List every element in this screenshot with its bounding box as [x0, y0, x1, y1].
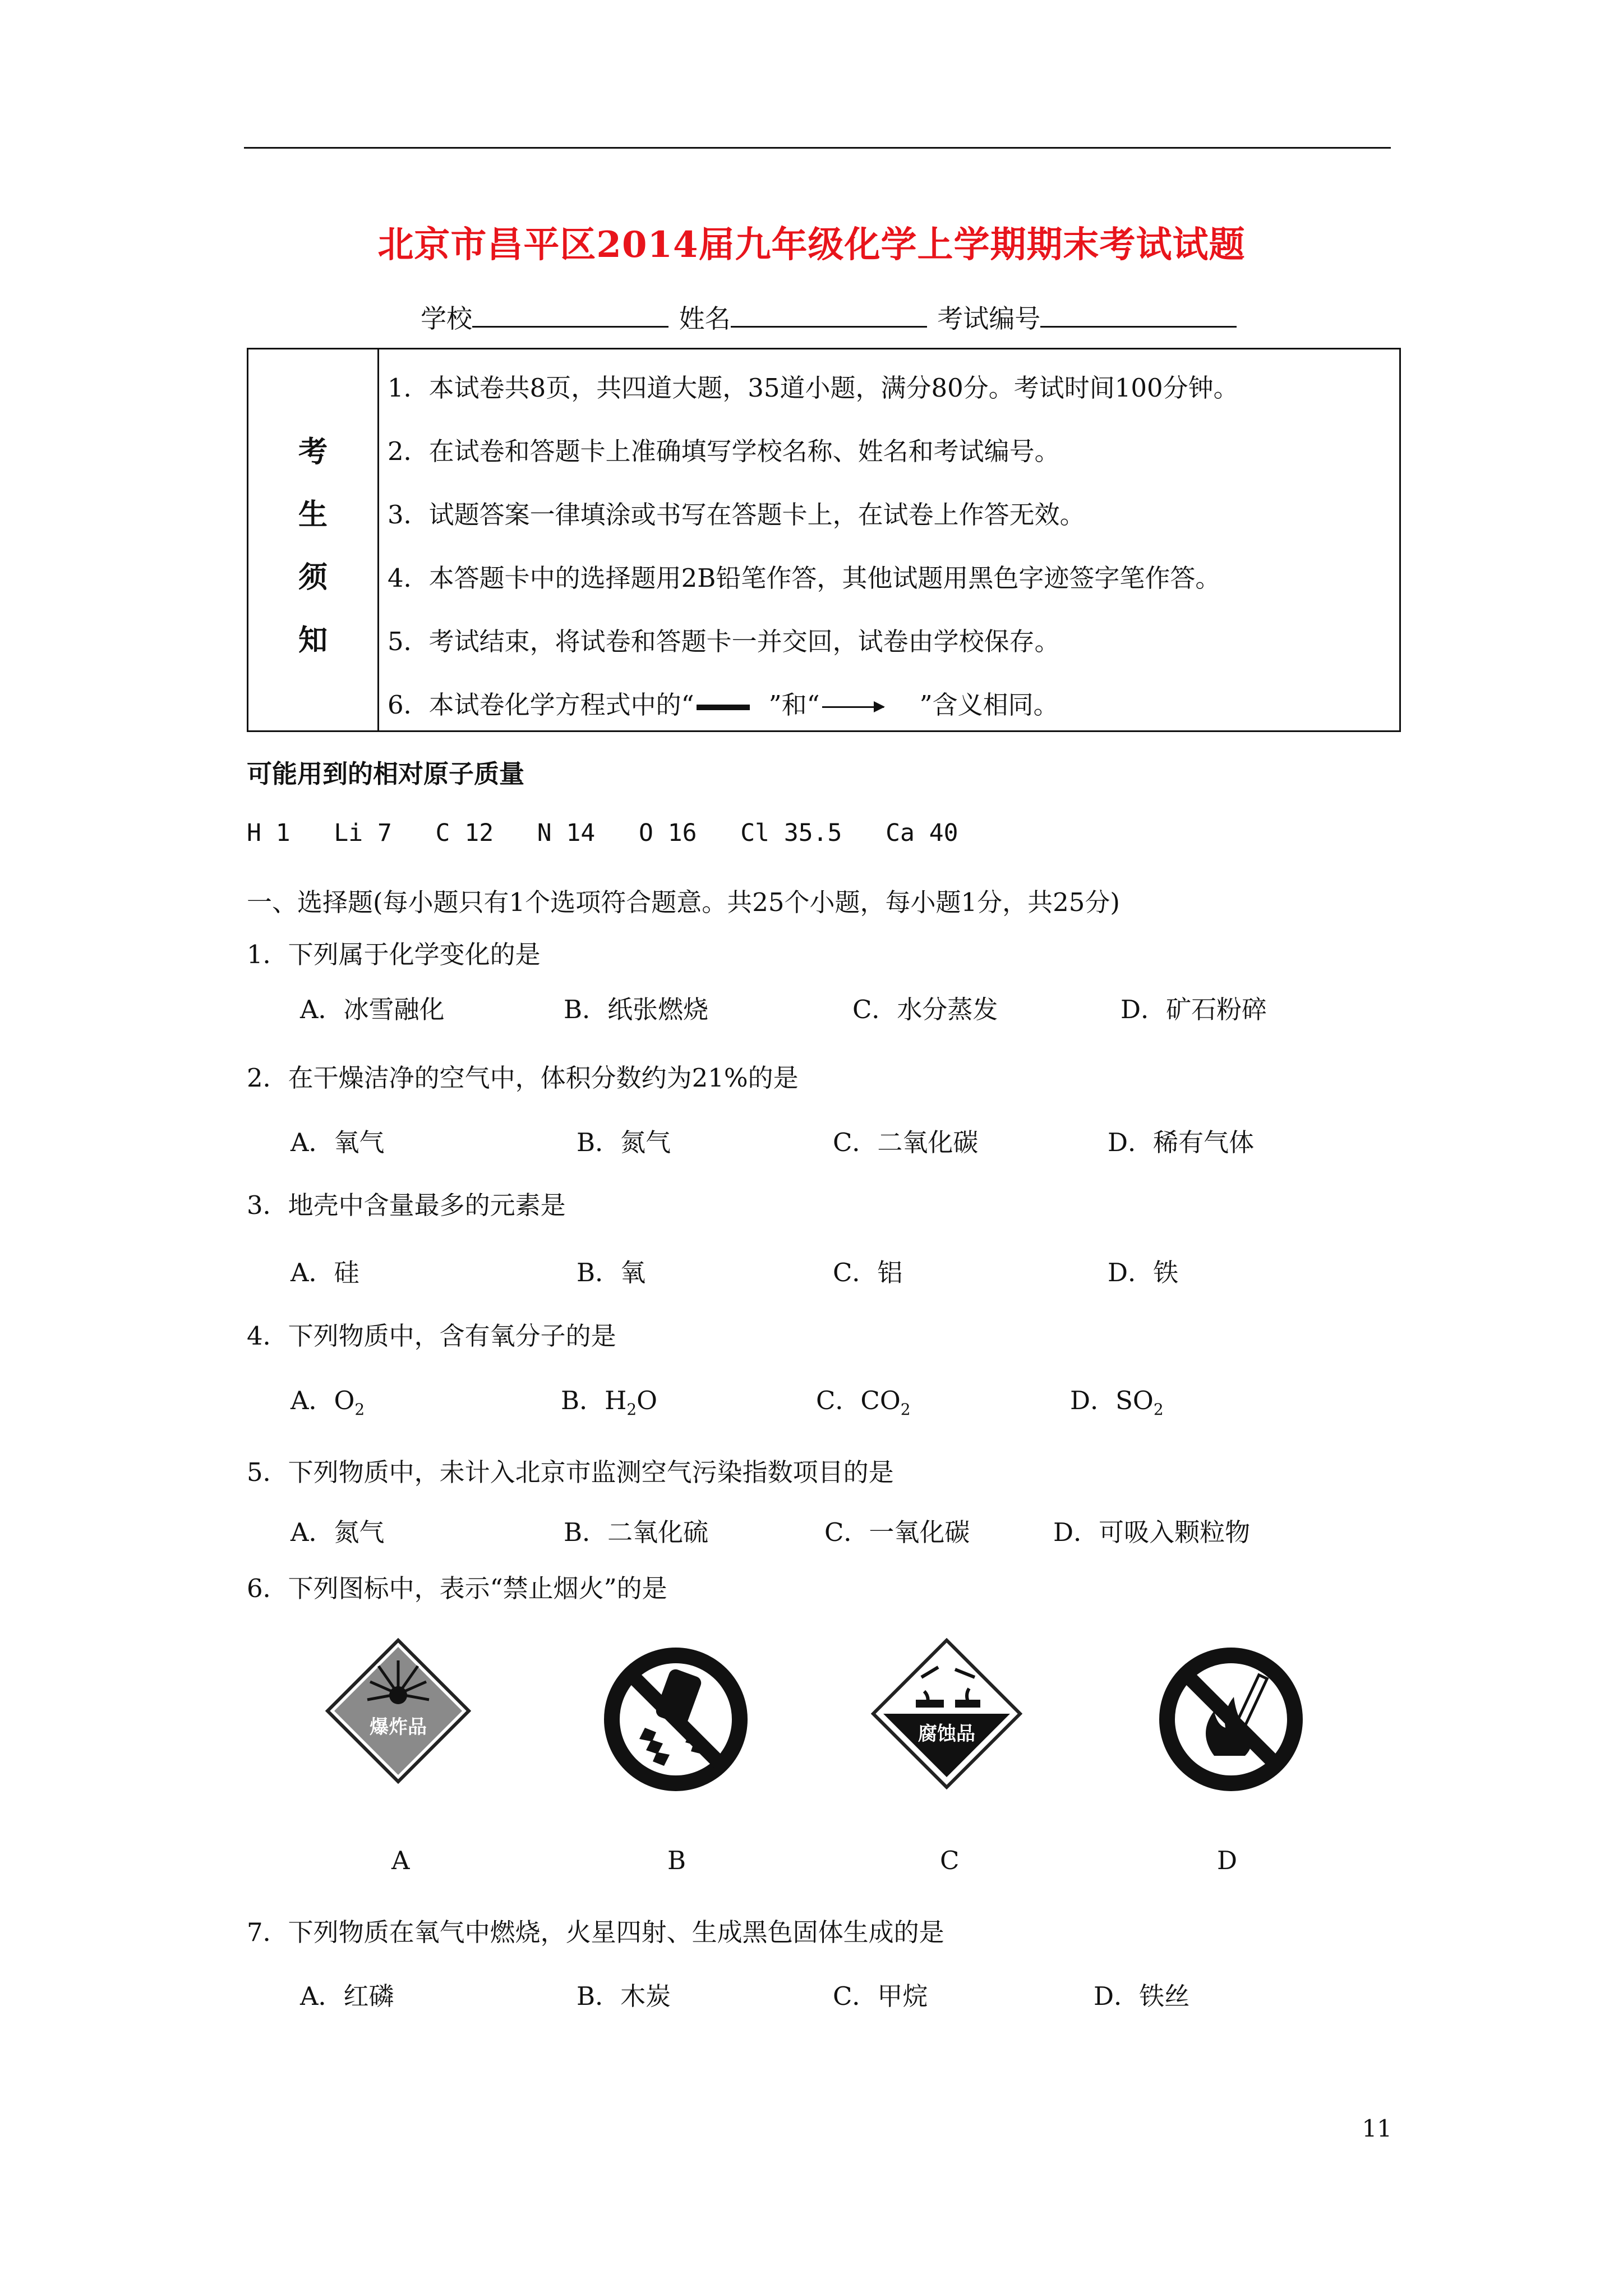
option: B．$H_2O$	[561, 1386, 658, 1419]
student-fields	[421, 298, 1239, 335]
option: A．硅	[291, 1258, 359, 1287]
exam-notice-box	[247, 348, 1401, 732]
option: C．甲烷	[833, 1981, 928, 2011]
notice-item: 2．在试卷和答题卡上准确填写学校名称、姓名和考试编号。	[388, 436, 1060, 466]
notice-item: 1．本试卷共8页，共四道大题，35道小题，满分80分。考试时间100分钟。	[388, 373, 1239, 403]
option: B．纸张燃烧	[564, 995, 709, 1024]
sign-label: B	[667, 1846, 686, 1875]
sign-label: A	[391, 1846, 410, 1875]
question-stem: 1．下列属于化学变化的是	[247, 940, 541, 969]
side-char: 知	[298, 623, 328, 657]
reaction-arrow-icon	[822, 706, 884, 708]
option: A．红磷	[300, 1981, 394, 2011]
notice-item: 5．考试结束，将试卷和答题卡一并交回，试卷由学校保存。	[388, 627, 1060, 656]
option: C．二氧化碳	[833, 1128, 979, 1157]
page-number: 11	[1362, 2115, 1392, 2142]
question-stem: 6．下列图标中，表示“禁止烟火”的是	[247, 1573, 667, 1603]
explosive-sign-icon	[325, 1638, 471, 1784]
question-stem: 5．下列物质中，未计入北京市监测空气污染指数项目的是	[247, 1457, 894, 1487]
atomic-mass-heading: 可能用到的相对原子质量	[247, 759, 525, 789]
option: B．氮气	[577, 1128, 671, 1157]
option: D．稀有气体	[1108, 1128, 1255, 1157]
notice-side-label	[248, 349, 379, 730]
equals-sign-icon	[697, 705, 750, 710]
side-char: 生	[298, 498, 328, 532]
option: B．氧	[577, 1258, 646, 1287]
school-blank[interactable]	[472, 303, 668, 328]
option: D．铁丝	[1094, 1981, 1190, 2011]
notice-item: 4．本答题卡中的选择题用2B铅笔作答，其他试题用黑色字迹签字笔作答。	[388, 563, 1221, 593]
option: B．木炭	[577, 1981, 671, 2011]
corrosive-sign-text: 腐蚀品	[918, 1723, 975, 1745]
notice-item-6: 6．本试卷化学方程式中的“ ”和“ ”含义相同。	[388, 690, 1059, 720]
exam-no-label: 考试编号	[937, 303, 1041, 334]
name-blank[interactable]	[731, 303, 927, 328]
option: C．铝	[833, 1258, 903, 1287]
question-stem: 2．在干燥洁净的空气中，体积分数约为21%的是	[247, 1063, 799, 1093]
page-title: 北京市昌平区2014届九年级化学上学期期末考试试题	[377, 224, 1246, 266]
school-label: 学校	[421, 303, 472, 334]
no-fire-sign-icon	[1155, 1644, 1307, 1795]
option: A．$O_2$	[291, 1386, 365, 1419]
name-label: 姓名	[679, 303, 731, 334]
top-rule	[244, 147, 1391, 149]
option: B．二氧化硫	[564, 1517, 709, 1547]
side-char: 考	[298, 435, 328, 469]
option: A．冰雪融化	[300, 995, 445, 1024]
sign-label: D	[1217, 1846, 1238, 1875]
option: D．可吸入颗粒物	[1053, 1517, 1251, 1547]
atomic-mass-list: H 1 Li 7 C 12 N 14 O 16 Cl 35.5 Ca 40	[247, 819, 958, 847]
notice-item: 3．试题答案一律填涂或书写在答题卡上，在试卷上作答无效。	[388, 500, 1085, 530]
question-stem: 3．地壳中含量最多的元素是	[247, 1190, 566, 1220]
section-heading: 一、选择题(每小题只有1个选项符合题意。共25个小题，每小题1分，共25分)	[247, 887, 1120, 917]
explosive-sign-text: 爆炸品	[370, 1717, 427, 1738]
option: C．一氧化碳	[824, 1517, 970, 1547]
exam-no-blank[interactable]	[1040, 303, 1237, 328]
option: C．水分蒸发	[852, 995, 998, 1024]
side-char: 须	[298, 560, 328, 595]
option: D．$SO_2$	[1070, 1386, 1164, 1419]
question-stem: 7．下列物质在氧气中燃烧，火星四射、生成黑色固体生成的是	[247, 1917, 944, 1947]
option: D．铁	[1108, 1258, 1179, 1287]
option: C．$CO_2$	[816, 1386, 911, 1419]
option: D．矿石粉碎	[1121, 995, 1267, 1024]
corrosive-sign-icon	[871, 1638, 1022, 1789]
no-lighter-sign-icon	[600, 1644, 751, 1795]
question-stem: 4．下列物质中，含有氧分子的是	[247, 1321, 616, 1351]
sign-label: C	[940, 1846, 960, 1875]
option: A．氮气	[291, 1517, 385, 1547]
option: A．氧气	[291, 1128, 385, 1157]
